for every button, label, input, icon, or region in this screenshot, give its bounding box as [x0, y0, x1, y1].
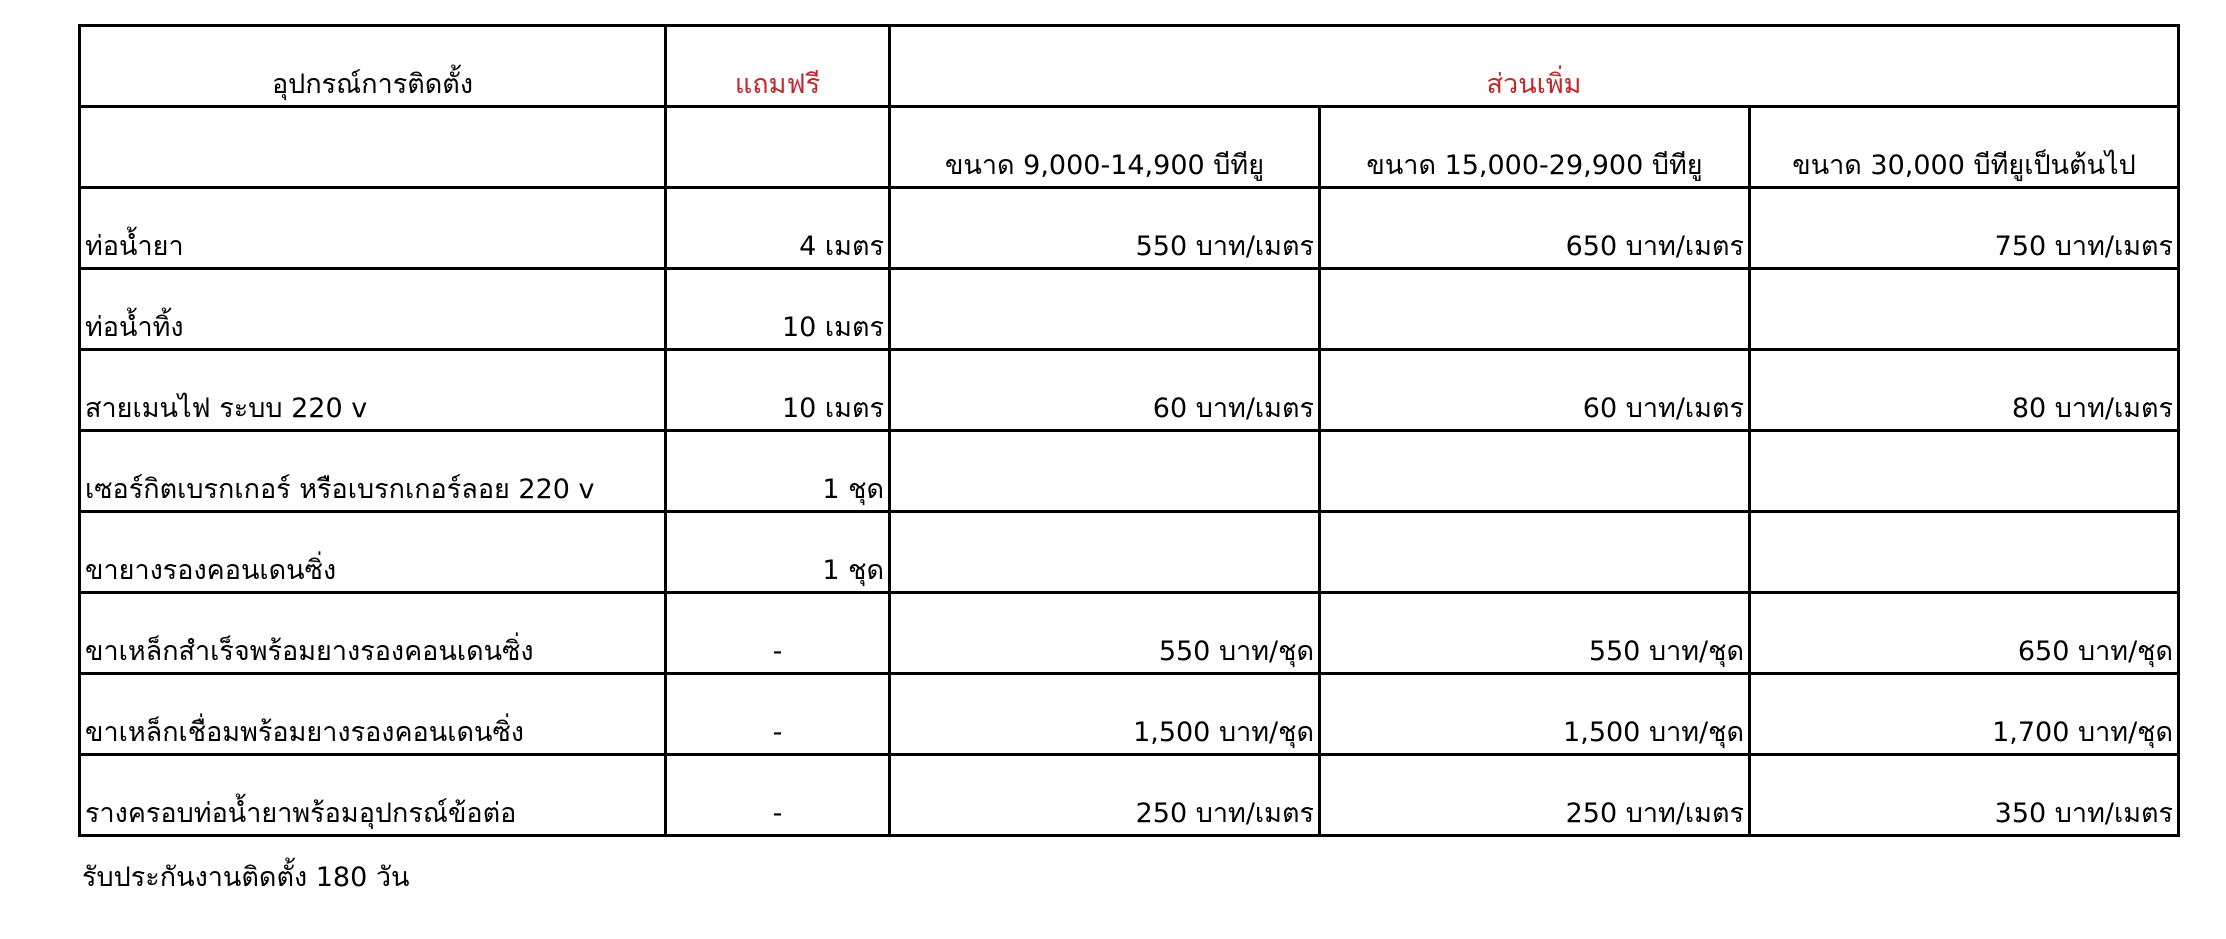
free-amount-cell: -: [666, 674, 890, 755]
table-row: [80, 431, 2179, 512]
price-medium-cell: 550 บาท/ชุด: [1320, 593, 1750, 674]
free-amount-cell: 10 เมตร: [666, 350, 890, 431]
installation-price-table: [78, 24, 2180, 837]
item-name-cell: ขาเหล็กเชื่อมพร้อมยางรองคอนเดนซิ่ง: [80, 674, 666, 755]
table-row: [80, 188, 2179, 269]
price-medium-cell: 650 บาท/เมตร: [1320, 188, 1750, 269]
price-large-cell: 80 บาท/เมตร: [1750, 350, 2179, 431]
free-amount-cell: 4 เมตร: [666, 188, 890, 269]
header-row-main: [80, 26, 2179, 107]
price-large-cell: [1750, 431, 2179, 512]
header-row-sizes: [80, 107, 2179, 188]
table-row: [80, 593, 2179, 674]
header-size-medium: ขนาด 15,000-29,900 บีทียู: [1320, 107, 1750, 188]
free-amount-cell: 10 เมตร: [666, 269, 890, 350]
table-row: [80, 269, 2179, 350]
price-medium-cell: 1,500 บาท/ชุด: [1320, 674, 1750, 755]
item-name-cell: ท่อน้ำยา: [80, 188, 666, 269]
item-name-cell: เซอร์กิตเบรกเกอร์ หรือเบรกเกอร์ลอย 220 v: [80, 431, 666, 512]
price-medium-cell: [1320, 512, 1750, 593]
price-small-cell: 250 บาท/เมตร: [890, 755, 1320, 836]
price-small-cell: 550 บาท/เมตร: [890, 188, 1320, 269]
price-large-cell: [1750, 512, 2179, 593]
price-small-cell: [890, 512, 1320, 593]
installation-price-sheet: [78, 24, 2180, 837]
header-extra-label: ส่วนเพิ่ม: [890, 26, 2179, 107]
item-name-cell: สายเมนไฟ ระบบ 220 v: [80, 350, 666, 431]
item-name-cell: ท่อน้ำทิ้ง: [80, 269, 666, 350]
item-name-cell: รางครอบท่อน้ำยาพร้อมอุปกรณ์ข้อต่อ: [80, 755, 666, 836]
free-amount-cell: 1 ชุด: [666, 512, 890, 593]
price-small-cell: 550 บาท/ชุด: [890, 593, 1320, 674]
header-empty-cell: [666, 107, 890, 188]
price-small-cell: 60 บาท/เมตร: [890, 350, 1320, 431]
price-small-cell: 1,500 บาท/ชุด: [890, 674, 1320, 755]
free-amount-cell: 1 ชุด: [666, 431, 890, 512]
header-size-small: ขนาด 9,000-14,900 บีทียู: [890, 107, 1320, 188]
price-medium-cell: [1320, 269, 1750, 350]
warranty-note: รับประกันงานติดตั้ง 180 วัน: [82, 862, 410, 893]
price-large-cell: [1750, 269, 2179, 350]
table-row: [80, 674, 2179, 755]
item-name-cell: ขายางรองคอนเดนซิ่ง: [80, 512, 666, 593]
price-medium-cell: [1320, 431, 1750, 512]
price-medium-cell: 60 บาท/เมตร: [1320, 350, 1750, 431]
item-name-cell: ขาเหล็กสำเร็จพร้อมยางรองคอนเดนซิ่ง: [80, 593, 666, 674]
price-large-cell: 350 บาท/เมตร: [1750, 755, 2179, 836]
price-medium-cell: 250 บาท/เมตร: [1320, 755, 1750, 836]
price-large-cell: 650 บาท/ชุด: [1750, 593, 2179, 674]
header-empty-cell: [80, 107, 666, 188]
price-small-cell: [890, 431, 1320, 512]
header-item-label: อุปกรณ์การติดตั้ง: [80, 26, 666, 107]
price-large-cell: 1,700 บาท/ชุด: [1750, 674, 2179, 755]
price-small-cell: [890, 269, 1320, 350]
header-free-label: แถมฟรี: [666, 26, 890, 107]
table-row: [80, 350, 2179, 431]
price-large-cell: 750 บาท/เมตร: [1750, 188, 2179, 269]
free-amount-cell: -: [666, 755, 890, 836]
header-size-large: ขนาด 30,000 บีทียูเป็นต้นไป: [1750, 107, 2179, 188]
free-amount-cell: -: [666, 593, 890, 674]
table-row: [80, 512, 2179, 593]
table-row: [80, 755, 2179, 836]
